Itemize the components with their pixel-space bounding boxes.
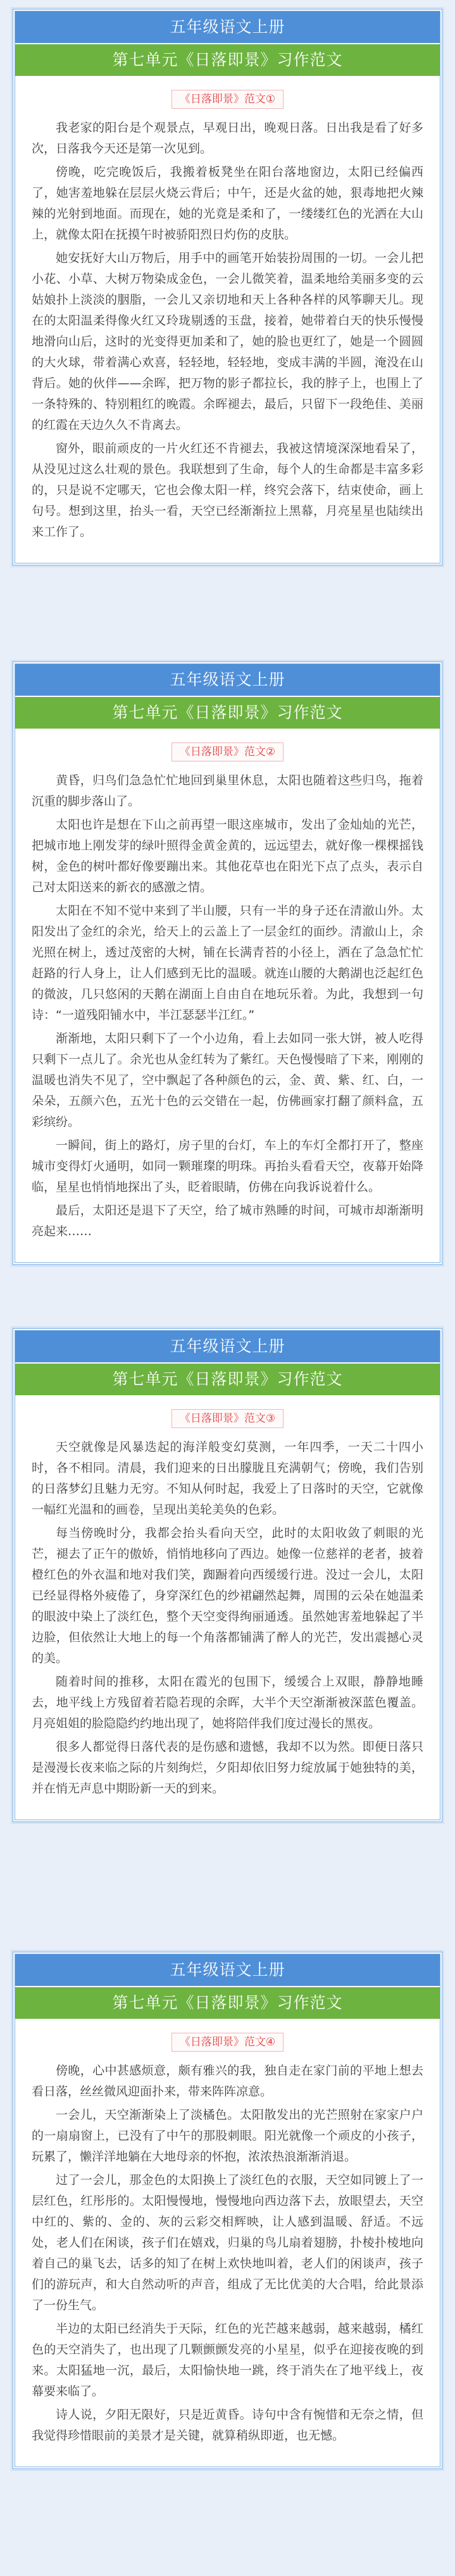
essay-paragraph: 很多人都觉得日落代表的是伤感和遗憾，我却不以为然。即便日落只是漫漫长夜来临之际的片刻绚烂，夕阳却依旧努力绽放属于她独特的美，并在悄无声息中期盼新一天的到来。 (32, 1740, 423, 1796)
essay-card-1 (13, 9, 442, 565)
essay-body (15, 2019, 440, 2467)
essay-card-3 (13, 1328, 442, 1822)
essay-paragraph: 我老家的阳台是个观景点，早观日出，晚观日落。日出我是看了好多次，日落我今天还是第一次见到。 (32, 121, 423, 156)
essay-paragraph: 过了一会儿，那金色的太阳换上了淡红色的衣服，天空如同镀上了一层红色，红彤彤的。太阳慢慢地，慢慢地向西边落下去，放眼望去，天空中红的、紫的、金的、灰的云彩交相辉映，让人感到温暖、舒适。不远处，老人们在闲谈，孩子们在嬉戏，归巢的鸟儿扇着翅膀，扑棱扑棱地向着自己的巢飞去，话多的知了在树上欢快地叫着，老人们的闲谈声，孩子们的游玩声，和大自然动听的声音，组成了无比优美的大合唱，给此景添了一份生气。 (32, 2173, 423, 2312)
essay-paragraph: 随着时间的推移，太阳在霞光的包围下，缓缓合上双眼，静静地睡去，地平线上方残留着若隐若现的余晖，大半个天空渐渐被深蓝色覆盖。月亮姐姐的脸隐隐约约地出现了，她将陪伴我们度过漫长的黑夜。 (32, 1675, 423, 1730)
unit-title-bar: 第七单元《日落即景》习作范文 (15, 1986, 440, 2019)
essay-paragraph: 窗外，眼前顽皮的一片火红还不肯褪去，我被这情境深深地看呆了，从没见过这么壮观的景色。我联想到了生命，每个人的生命都是丰富多彩的，只是说不定哪天，它也会像太阳一样，终究会落下，结束使命，画上句号。想到这里，抬头一看，天空已经渐渐拉上黑幕，月亮星星也陆续出来工作了。 (32, 441, 423, 539)
essay-paragraph: 渐渐地，太阳只剩下了一个小边角，看上去如同一张大饼，被人吃得只剩下一点儿了。余光也从金红转为了紫红。天色慢慢暗了下来，刚刚的温暖也消失不见了，空中飘起了各种颜色的云，金、黄、紫、红、白，一朵朵，五颜六色，五光十色的云交错在一起，仿佛画家打翻了颜料盒，五彩缤纷。 (32, 1032, 423, 1129)
subtitle-wrap (32, 2033, 423, 2052)
grade-header: 五年级语文上册 (15, 664, 440, 696)
grade-header: 五年级语文上册 (15, 1954, 440, 1986)
essay-paragraph: 黄昏，归鸟们急急忙忙地回到巢里休息，太阳也随着这些归鸟，拖着沉重的脚步落山了。 (32, 773, 423, 808)
essay-subtitle: 《日落即景》范文① (171, 90, 284, 109)
essay-card-2 (13, 662, 442, 1265)
essay-paragraph: 太阳在不知不觉中来到了半山腰，只有一半的身子还在清澈山外。太阳发出了金红的余光，给天上的云盖上了一层金红的面纱。清澈山上，余光照在树上，透过茂密的大树，铺在长满青苔的小径上，洒在了急急忙忙赶路的行人身上，让人们感到无比的温暖。就连山腰的大鹅湖也泛起红色的微波，几只悠闲的天鹅在湖面上自由自在地玩乐着。为此，我想到一句诗：“一道残阳铺水中，半江瑟瑟半江红。” (32, 904, 423, 1022)
subtitle-wrap (32, 743, 423, 761)
essay-body (15, 76, 440, 563)
essay-paragraph: 一会儿，天空渐渐染上了淡橘色。太阳散发出的光芒照射在家家户户的一扇扇窗上，已没有了中午的那股刺眼。阳光就像一个顽皮的小孩子，玩累了，懒洋洋地躺在大地母亲的怀抱，浓浓热浪渐渐消退。 (32, 2108, 423, 2164)
essay-paragraph: 天空就像是风暴迭起的海洋般变幻莫测，一年四季，一天二十四小时，各不相同。清晨，我们迎来的日出朦胧且充满朝气；傍晚，我们告别的日落梦幻且魅力无穷。不知从何时起，我爱上了日落时的天空，它就像一幅红光温和的画卷，呈现出美轮美奂的色彩。 (32, 1440, 423, 1517)
unit-title-bar: 第七单元《日落即景》习作范文 (15, 1362, 440, 1395)
essay-card-4 (13, 1952, 442, 2469)
grade-header: 五年级语文上册 (15, 11, 440, 43)
subtitle-wrap (32, 90, 423, 109)
essay-paragraph: 傍晚，心中甚感烦意，颇有雅兴的我，独自走在家门前的平地上想去看日落，丝丝微风迎面扑来，带来阵阵凉意。 (32, 2064, 423, 2098)
essay-body (15, 1395, 440, 1820)
essay-paragraph: 傍晚，吃完晚饭后，我搬着板凳坐在阳台落地窗边，太阳已经偏西了，她害羞地躲在层层火烧云背后；中午，还是火盆的她，狠毒地把火辣辣的光射到地面。而现在，她的光竟是柔和了，一缕缕红色的光洒在大山上，就像太阳在抚摸午时被骄阳烈日灼伤的皮肤。 (32, 165, 423, 242)
essay-paragraph: 诗人说，夕阳无限好，只是近黄昏。诗句中含有惋惜和无奈之情，但我觉得珍惜眼前的美景才是关键，就算稍纵即逝，也无憾。 (32, 2408, 423, 2443)
essay-paragraph: 半边的太阳已经消失于天际，红色的光芒越来越弱，越来越弱，橘红色的天空消失了，也出现了几颗颤颤发亮的小星星，似乎在迎接夜晚的到来。太阳猛地一沉，最后，太阳愉快地一跳，终于消失在了地平线上，夜幕要来临了。 (32, 2322, 423, 2398)
essay-paragraph: 每当傍晚时分，我都会抬头看向天空，此时的太阳收敛了刺眼的光芒，褪去了正午的傲娇，悄悄地移向了西边。她像一位慈祥的老者，披着橙红色的外衣温和地对我们笑，踟蹰着向西缓缓行进。没过一会儿，太阳已经显得格外疲倦了，身穿深红色的纱裙翩然起舞，周围的云朵在她温柔的眼波中染上了淡红色，整个天空变得绚丽通透。虽然她害羞地躲起了半边脸，但依然让大地上的每一个角落都铺满了醉人的光芒，发出震撼心灵的美。 (32, 1526, 423, 1665)
essay-paragraph: 太阳也许是想在下山之前再望一眼这座城市，发出了金灿灿的光芒，把城市地上刚发芽的绿叶照得金黄金黄的，远远望去，就好像一棵棵摇钱树，金色的树叶都好像要蹦出来。其他花草也在阳光下点了点头，表示自己对太阳送来的新衣的感激之情。 (32, 818, 423, 894)
essay-paragraph: 最后，太阳还是退下了天空，给了城市熟睡的时间，可城市却渐渐明亮起来…… (32, 1204, 423, 1238)
essay-body (15, 729, 440, 1262)
essay-subtitle: 《日落即景》范文② (171, 743, 284, 761)
essay-subtitle: 《日落即景》范文③ (171, 1409, 284, 1428)
essay-paragraph: 一瞬间，街上的路灯，房子里的台灯，车上的车灯全都打开了，整座城市变得灯火通明，如同一颗璀璨的明珠。再抬头看看天空，夜幕开始降临，星星也悄悄地探出了头，眨着眼睛，仿佛在向我诉说着什么。 (32, 1138, 423, 1194)
essay-subtitle: 《日落即景》范文④ (171, 2033, 284, 2052)
unit-title-bar: 第七单元《日落即景》习作范文 (15, 696, 440, 729)
subtitle-wrap (32, 1409, 423, 1428)
grade-header: 五年级语文上册 (15, 1331, 440, 1362)
unit-title-bar: 第七单元《日落即景》习作范文 (15, 43, 440, 76)
essay-paragraph: 她安抚好大山万物后，用手中的画笔开始装扮周围的一切。一会儿把小花、小草、大树万物染成金色，一会儿微笑着，温柔地给美丽多变的云姑娘扑上淡淡的胭脂，一会儿又亲切地和天上各种各样的风筝聊天儿。现在的太阳温柔得像火红又玲珑剔透的玉盘，接着，她带着白天的快乐慢慢地滑向山后，这时的光变得更加柔和了，她的脸也更红了，她是一个圆圆的大火球，带着满心欢喜，轻轻地，轻轻地，变成丰满的半圆，淹没在山背后。她的伙伴——余晖，把万物的影子都拉长，我的脖子上，也围上了一条特殊的、特别粗红的晚霞。余晖褪去，最后，只留下一段绝佳、美丽的红霞在天边久久不肯离去。 (32, 251, 423, 432)
